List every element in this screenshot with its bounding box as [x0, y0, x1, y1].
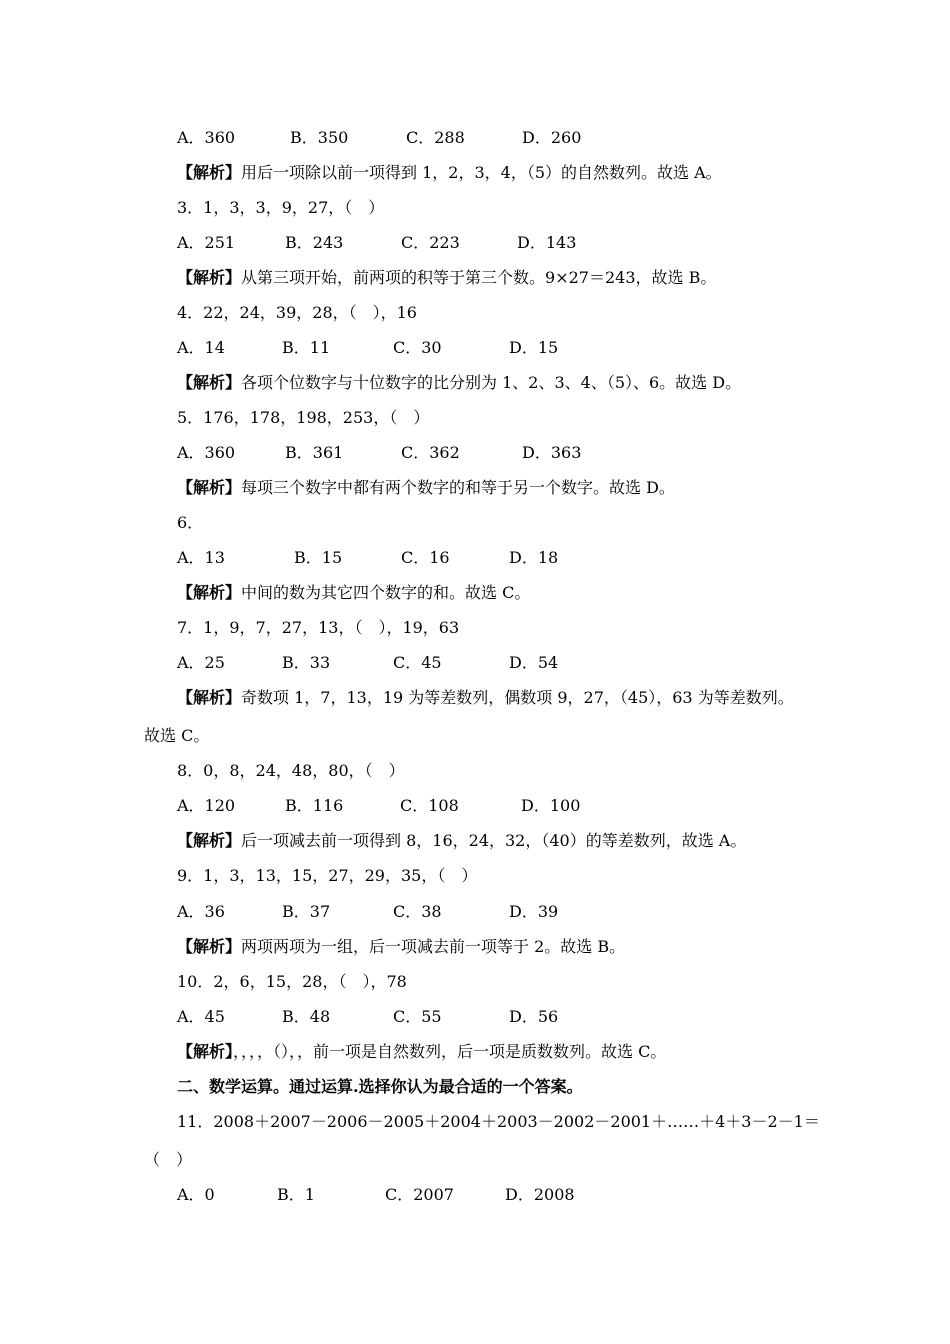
option-c: C．223	[401, 233, 460, 252]
question-q11: 11．2008＋2007－2006－2005＋2004＋2003－2002－2001＋……＋4＋3－2－1＝	[177, 1112, 820, 1131]
analysis-text: 从第三项开始，前两项的积等于第三个数。9×27＝243，故选 B。	[241, 268, 717, 287]
analysis-tag: 【解析】	[177, 831, 242, 850]
analysis-text: ，，，，（），，前一项是自然数列，后一项是质数数列。故选 C。	[233, 1042, 667, 1061]
option-c: C．108	[400, 796, 459, 815]
analysis-tag: 【解析】	[177, 268, 242, 287]
question-q4: 4．22，24，39，28，（ ），16	[177, 303, 417, 322]
option-c: C．30	[393, 338, 442, 357]
option-b: B．350	[290, 128, 349, 147]
option-d: D．2008	[505, 1185, 575, 1204]
question-q6: 6．	[177, 513, 204, 532]
option-d: D．260	[522, 128, 582, 147]
analysis-q7	[177, 688, 794, 708]
analysis-q2	[177, 163, 722, 183]
option-b: B．116	[285, 796, 344, 815]
option-b: B．1	[277, 1185, 315, 1204]
analysis-text: 每项三个数字中都有两个数字的和等于另一个数字。故选 D。	[241, 478, 675, 497]
option-a: A．360	[177, 443, 236, 462]
option-a: A．14	[177, 338, 225, 357]
option-b: B．11	[282, 338, 331, 357]
analysis-q7-continued: 故选 C。	[144, 726, 210, 745]
option-a: A．45	[177, 1007, 225, 1026]
option-a: A．0	[177, 1185, 215, 1204]
analysis-tag: 【解析】	[177, 1042, 234, 1061]
option-c: C．45	[393, 653, 442, 672]
analysis-text: 后一项减去前一项得到 8，16，24，32，（40）的等差数列，故选 A。	[241, 831, 747, 850]
option-c: C．288	[406, 128, 465, 147]
analysis-text: 中间的数为其它四个数字的和。故选 C。	[241, 583, 531, 602]
analysis-text: 两项两项为一组，后一项减去前一项等于 2。故选 B。	[241, 937, 626, 956]
option-c: C．2007	[385, 1185, 454, 1204]
question-q8: 8．0，8，24，48，80，（ ）	[177, 761, 405, 780]
analysis-text: 用后一项除以前一项得到 1，2，3，4，（5）的自然数列。故选 A。	[241, 163, 722, 182]
analysis-q4	[177, 373, 741, 393]
option-c: C．16	[401, 548, 450, 567]
option-d: D．143	[517, 233, 577, 252]
option-d: D．56	[509, 1007, 559, 1026]
question-q11-continued: （ ）	[144, 1150, 193, 1169]
question-q7: 7．1，9，7，27，13，（ ），19，63	[177, 618, 460, 637]
option-d: D．54	[509, 653, 559, 672]
option-d: D．39	[509, 902, 559, 921]
option-a: A．13	[177, 548, 225, 567]
option-c: C．38	[393, 902, 442, 921]
option-b: B．243	[285, 233, 344, 252]
analysis-tag: 【解析】	[177, 373, 242, 392]
option-d: D．18	[509, 548, 559, 567]
section-heading: 二、数学运算。通过运算.选择你认为最合适的一个答案。	[177, 1077, 583, 1096]
option-a: A．251	[177, 233, 236, 252]
option-b: B．48	[282, 1007, 331, 1026]
analysis-tag: 【解析】	[177, 937, 242, 956]
option-c: C．55	[393, 1007, 442, 1026]
analysis-q3	[177, 268, 716, 288]
analysis-tag: 【解析】	[177, 478, 242, 497]
question-q10: 10．2，6，15，28，（ ），78	[177, 972, 407, 991]
option-b: B．15	[294, 548, 343, 567]
question-q9: 9．1，3，13，15，27，29，35，（ ）	[177, 866, 478, 885]
analysis-q9	[177, 937, 625, 957]
analysis-tag: 【解析】	[177, 163, 242, 182]
option-a: A．36	[177, 902, 225, 921]
option-d: D．100	[521, 796, 581, 815]
analysis-q5	[177, 478, 675, 498]
question-q3: 3．1，3，3，9，27，（ ）	[177, 198, 385, 217]
option-a: A．25	[177, 653, 225, 672]
analysis-text: 各项个位数字与十位数字的比分别为 1、2、3、4、（5）、6。故选 D。	[241, 373, 742, 392]
analysis-tag: 【解析】	[177, 688, 242, 707]
option-b: B．361	[285, 443, 344, 462]
option-d: D．15	[509, 338, 559, 357]
analysis-tag: 【解析】	[177, 583, 242, 602]
analysis-q6	[177, 583, 530, 603]
option-b: B．37	[282, 902, 331, 921]
option-d: D．363	[522, 443, 582, 462]
option-c: C．362	[401, 443, 460, 462]
analysis-text: 奇数项 1，7，13，19 为等差数列，偶数项 9，27，（45），63 为等差数列。	[241, 688, 794, 707]
option-a: A．120	[177, 796, 236, 815]
question-q5: 5．176，178，198，253，（ ）	[177, 408, 430, 427]
option-a: A．360	[177, 128, 236, 147]
analysis-q8	[177, 831, 746, 851]
option-b: B．33	[282, 653, 331, 672]
analysis-q10	[177, 1042, 666, 1062]
